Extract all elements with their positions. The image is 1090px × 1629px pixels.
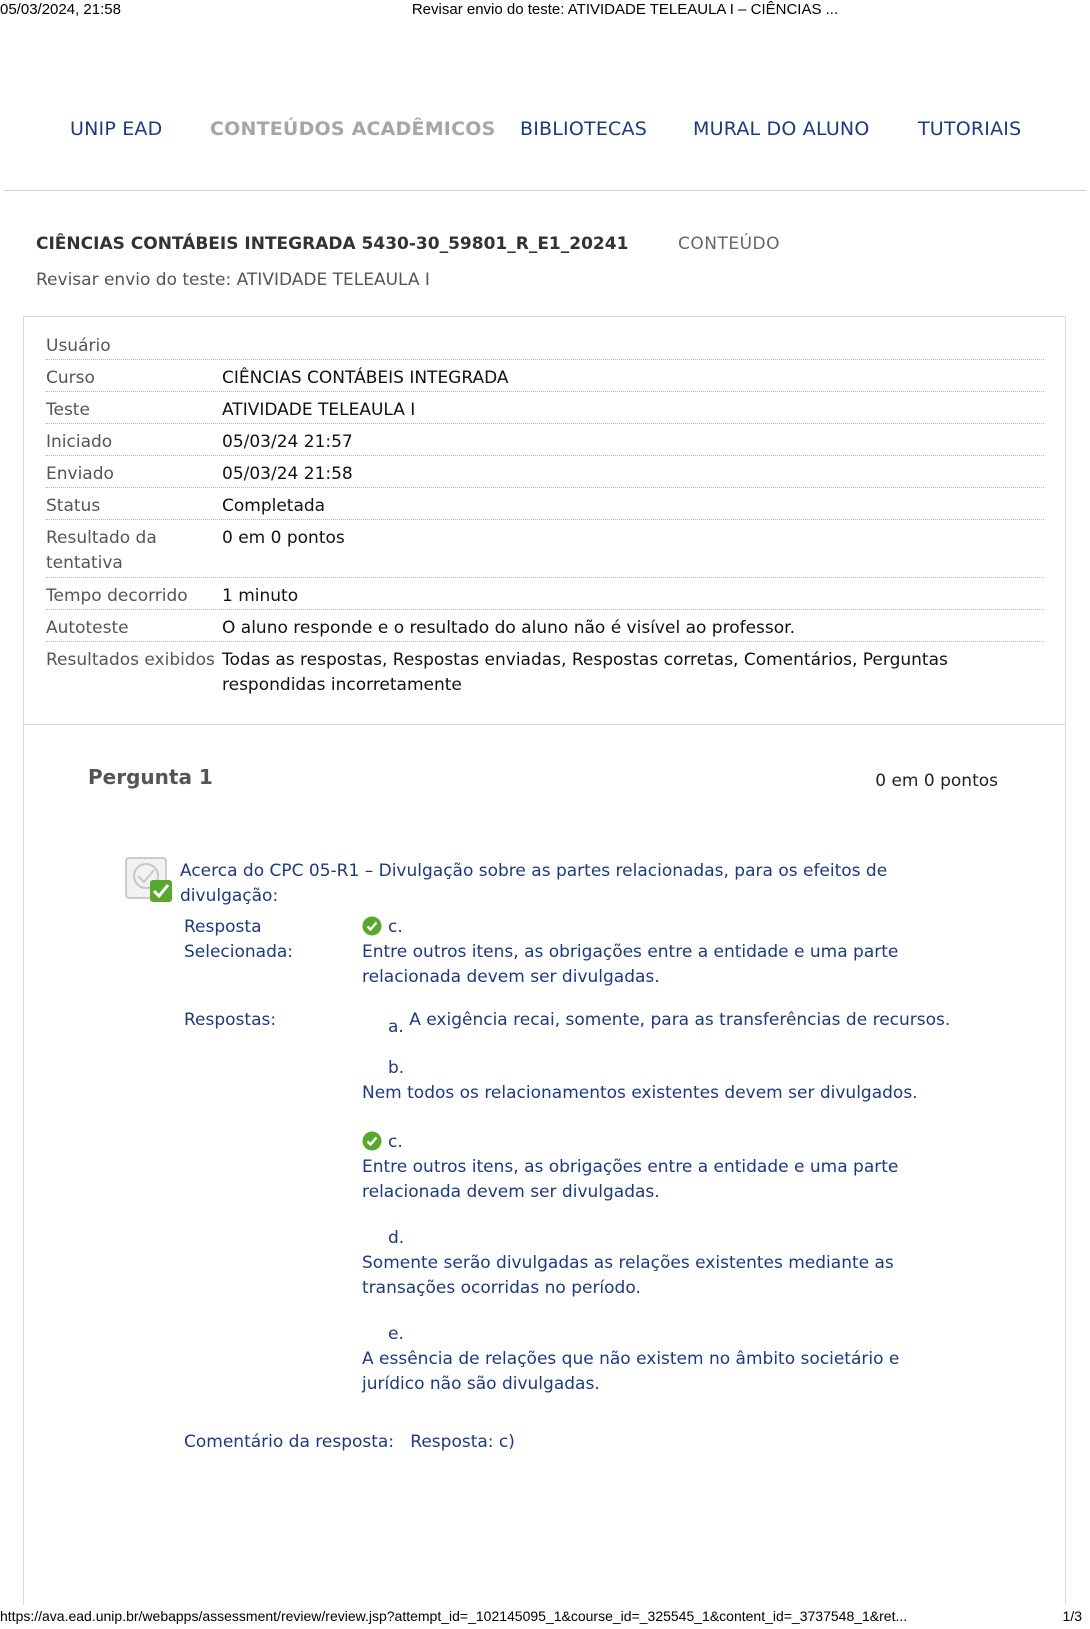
course-title: CIÊNCIAS CONTÁBEIS INTEGRADA 5430-30_59801_R_E1_20241 bbox=[36, 234, 629, 254]
info-row-resultado bbox=[46, 520, 1044, 578]
info-value: 05/03/24 21:58 bbox=[222, 464, 353, 484]
answer-option-d bbox=[362, 1226, 942, 1301]
top-navigation bbox=[0, 118, 1090, 148]
nav-divider bbox=[4, 190, 1086, 191]
answer-option-a bbox=[362, 1008, 972, 1037]
nav-unip-ead[interactable]: UNIP EAD bbox=[70, 118, 163, 140]
comment-label: Comentário da resposta: bbox=[184, 1432, 395, 1452]
print-datetime: 05/03/2024, 21:58 bbox=[0, 1, 121, 18]
info-value: O aluno responde e o resultado do aluno não é visível ao professor. bbox=[222, 618, 795, 638]
info-row-iniciado bbox=[46, 424, 1044, 456]
question-title: Pergunta 1 bbox=[88, 765, 213, 789]
comment-value: Resposta: c) bbox=[410, 1432, 515, 1452]
info-label: Resultado da tentativa bbox=[46, 528, 157, 573]
correct-check-icon bbox=[362, 916, 382, 936]
breadcrumb-content-link[interactable]: CONTEÚDO bbox=[678, 234, 781, 254]
answer-text: A essência de relações que não existem no âmbito societário e jurídico não são divulgadas. bbox=[362, 1349, 900, 1394]
info-value: Completada bbox=[222, 496, 326, 516]
question-text: Acerca do CPC 05-R1 – Divulgação sobre as partes relacionadas, para os efeitos de divulgação: bbox=[180, 861, 888, 906]
correct-check-icon bbox=[362, 1131, 382, 1151]
correct-question-icon bbox=[124, 856, 176, 906]
info-label: Enviado bbox=[46, 464, 114, 484]
answer-letter: a. bbox=[388, 1017, 404, 1037]
answer-letter: d. bbox=[388, 1228, 405, 1248]
selected-answer bbox=[362, 915, 942, 990]
info-row-autoteste bbox=[46, 610, 1044, 642]
print-page-number: 1/3 bbox=[1062, 1608, 1082, 1624]
answer-letter: e. bbox=[388, 1324, 404, 1344]
info-row-resultados-exibidos bbox=[46, 642, 1044, 702]
answer-text: Nem todos os relacionamentos existentes devem ser divulgados. bbox=[362, 1083, 918, 1103]
selected-answer-label: Resposta Selecionada: bbox=[184, 917, 294, 962]
info-label: Resultados exibidos bbox=[46, 650, 215, 670]
info-row-usuario bbox=[46, 328, 1044, 360]
info-value: Todas as respostas, Respostas enviadas, Respostas corretas, Comentários, Perguntas respondidas incorretamente bbox=[222, 650, 948, 695]
info-row-curso bbox=[46, 360, 1044, 392]
answer-letter: c. bbox=[388, 1132, 403, 1152]
page-title: Revisar envio do teste: ATIVIDADE TELEAULA I bbox=[36, 270, 430, 290]
answer-text: Somente serão divulgadas as relações existentes mediante as transações ocorridas no período. bbox=[362, 1253, 894, 1298]
print-url: https://ava.ead.unip.br/webapps/assessment/review/review.jsp?attempt_id=_102145095_1&course_id=_325545_1&content_id=_3737548_1&ret... bbox=[0, 1608, 908, 1624]
info-label: Curso bbox=[46, 368, 95, 388]
answer-comment bbox=[184, 1430, 515, 1455]
question-points: 0 em 0 pontos bbox=[875, 771, 998, 791]
info-label: Status bbox=[46, 496, 101, 516]
info-value: CIÊNCIAS CONTÁBEIS INTEGRADA bbox=[222, 368, 509, 388]
answer-option-e bbox=[362, 1322, 942, 1397]
attempt-info-table bbox=[23, 316, 1066, 725]
answer-option-b bbox=[362, 1056, 942, 1106]
info-label: Tempo decorrido bbox=[46, 586, 188, 606]
info-row-tempo bbox=[46, 578, 1044, 610]
nav-conteudos-academicos[interactable]: CONTEÚDOS ACADÊMICOS bbox=[210, 118, 496, 140]
info-label: Usuário bbox=[46, 336, 111, 356]
answers-label: Respostas: bbox=[184, 1010, 277, 1030]
info-value: ATIVIDADE TELEAULA I bbox=[222, 400, 416, 420]
info-label: Autoteste bbox=[46, 618, 129, 638]
info-value: 05/03/24 21:57 bbox=[222, 432, 353, 452]
nav-tutoriais[interactable]: TUTORIAIS bbox=[918, 118, 1022, 140]
answer-text: Entre outros itens, as obrigações entre a entidade e uma parte relacionada devem ser divulgadas. bbox=[362, 942, 899, 987]
answer-letter: b. bbox=[388, 1058, 405, 1078]
print-page-title: Revisar envio do teste: ATIVIDADE TELEAULA I – CIÊNCIAS ... bbox=[411, 1, 839, 18]
info-row-status bbox=[46, 488, 1044, 520]
info-label: Teste bbox=[46, 400, 90, 420]
info-row-enviado bbox=[46, 456, 1044, 488]
info-label: Iniciado bbox=[46, 432, 113, 452]
answer-text: A exigência recai, somente, para as transferências de recursos. bbox=[409, 1010, 951, 1030]
nav-bibliotecas[interactable]: BIBLIOTECAS bbox=[520, 118, 647, 140]
answer-letter: c. bbox=[388, 917, 403, 937]
info-value: 1 minuto bbox=[222, 586, 299, 606]
answer-option-c bbox=[362, 1130, 942, 1205]
info-row-teste bbox=[46, 392, 1044, 424]
nav-mural-do-aluno[interactable]: MURAL DO ALUNO bbox=[693, 118, 870, 140]
answer-text: Entre outros itens, as obrigações entre a entidade e uma parte relacionada devem ser divulgadas. bbox=[362, 1157, 899, 1202]
info-value: 0 em 0 pontos bbox=[222, 528, 345, 548]
